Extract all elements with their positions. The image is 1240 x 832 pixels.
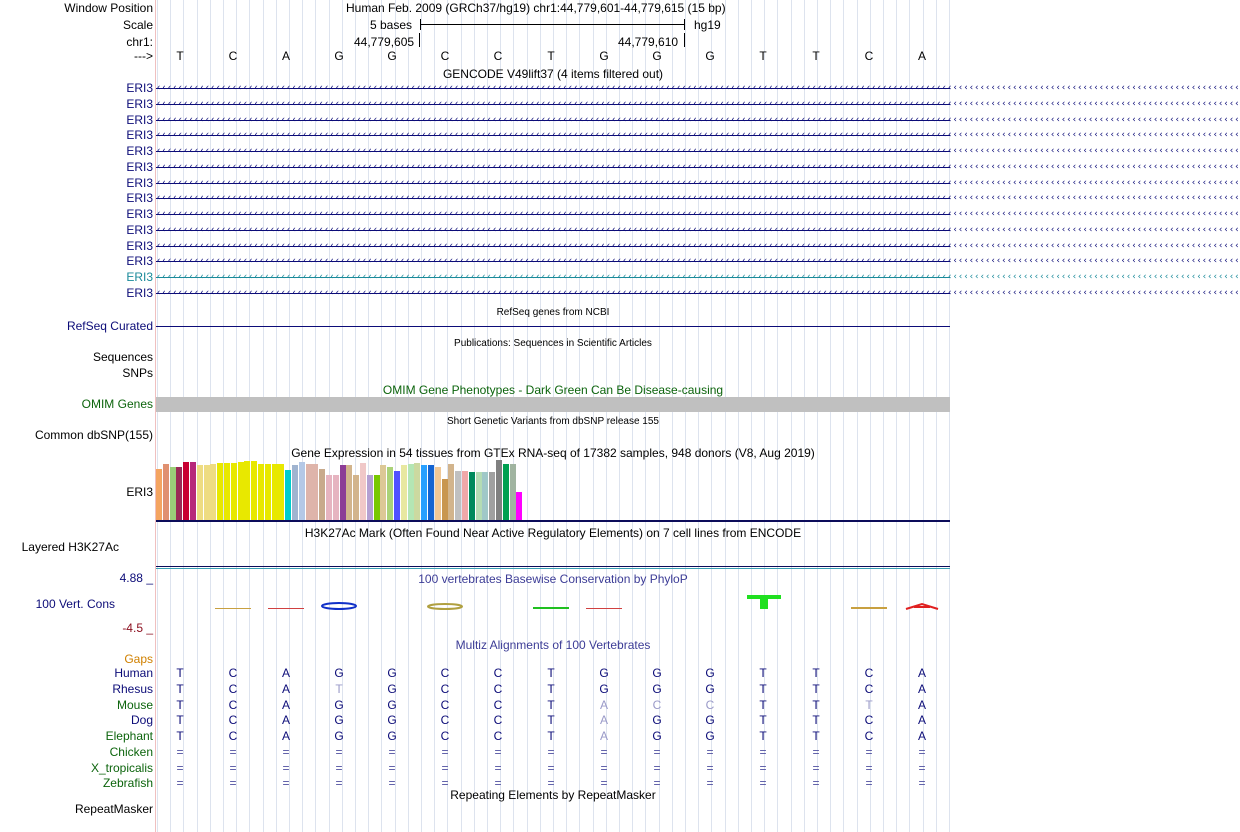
alignment-base: = (176, 744, 184, 759)
alignment-base: = (229, 760, 237, 775)
ruler-tick-right (684, 33, 685, 47)
reference-base: C (228, 49, 238, 63)
gtex-tissue-bar[interactable] (190, 462, 196, 520)
alignment-base: T (759, 666, 767, 680)
strand-arrow-label: ---> (134, 49, 153, 63)
gtex-track-title: Gene Expression in 54 tissues from GTEx RNA-seq of 17382 samples, 948 donors (V8, Aug 2019) (291, 446, 815, 460)
phylop-base-glyph (906, 604, 938, 609)
alignment-base: C (228, 729, 238, 743)
reference-base: G (652, 49, 662, 63)
alignment-base: = (494, 760, 502, 775)
alignment-base: C (440, 666, 450, 680)
gtex-tissue-bar[interactable] (244, 461, 250, 520)
alignment-base: T (759, 681, 767, 696)
phylop-track-label[interactable]: 100 Vert. Cons (35, 597, 115, 611)
alignment-base: A (917, 729, 926, 743)
alignment-base: = (441, 744, 449, 759)
alignment-base: A (917, 681, 926, 696)
alignment-base: C (493, 681, 503, 696)
alignment-base: T (176, 681, 184, 696)
alignment-base: G (334, 697, 344, 712)
alignment-base: = (653, 776, 661, 791)
alignment-base: G (387, 666, 397, 680)
gtex-tissue-bar[interactable] (319, 469, 325, 520)
alignment-base: A (281, 713, 290, 728)
alignment-base: T (547, 697, 555, 712)
gtex-tissue-bar[interactable] (312, 464, 318, 520)
gencode-gene-feature[interactable]: ‹‹‹‹‹‹‹‹‹‹‹‹‹‹‹‹‹‹‹‹‹‹‹‹‹‹‹‹‹‹‹‹‹‹‹‹‹‹‹‹‹‹‹‹‹‹‹‹‹‹‹‹‹‹‹‹‹‹‹‹‹‹‹‹‹‹‹‹‹‹‹‹‹‹‹‹‹‹‹‹‹‹‹‹‹‹‹‹‹‹‹‹‹‹‹‹‹‹‹‹‹‹‹‹‹‹‹‹‹‹‹‹‹‹‹‹‹‹‹‹‹‹‹‹‹‹‹‹‹‹‹‹‹‹‹‹‹‹‹‹‹‹‹‹‹‹‹‹‹‹‹‹‹‹‹‹‹‹‹‹‹‹‹‹‹‹‹‹‹‹‹‹‹‹‹‹‹‹‹‹‹‹‹‹‹‹‹‹‹‹‹‹‹‹‹‹‹‹‹‹ (156, 114, 1240, 125)
alignment-base: G (599, 666, 609, 680)
alignment-base: = (441, 760, 449, 775)
gencode-gene-label[interactable]: ERI3 (126, 285, 153, 300)
alignment-base: C (493, 713, 503, 728)
species-label[interactable]: X_tropicalis (90, 760, 153, 775)
alignment-base: G (652, 681, 662, 696)
gtex-tissue-bar[interactable] (360, 463, 366, 520)
gencode-gene-label[interactable]: ERI3 (126, 175, 153, 190)
alignment-base: T (547, 666, 555, 680)
alignment-base: T (865, 697, 873, 712)
refseq-track-label[interactable]: RefSeq Curated (66, 319, 153, 333)
gtex-tissue-bar[interactable] (462, 471, 468, 520)
gencode-gene-label[interactable]: ERI3 (126, 191, 153, 206)
alignment-base: = (494, 744, 502, 759)
gencode-gene-feature[interactable]: ‹‹‹‹‹‹‹‹‹‹‹‹‹‹‹‹‹‹‹‹‹‹‹‹‹‹‹‹‹‹‹‹‹‹‹‹‹‹‹‹‹‹‹‹‹‹‹‹‹‹‹‹‹‹‹‹‹‹‹‹‹‹‹‹‹‹‹‹‹‹‹‹‹‹‹‹‹‹‹‹‹‹‹‹‹‹‹‹‹‹‹‹‹‹‹‹‹‹‹‹‹‹‹‹‹‹‹‹‹‹‹‹‹‹‹‹‹‹‹‹‹‹‹‹‹‹‹‹‹‹‹‹‹‹‹‹‹‹‹‹‹‹‹‹‹‹‹‹‹‹‹‹‹‹‹‹‹‹‹‹‹‹‹‹‹‹‹‹‹‹‹‹‹‹‹‹‹‹‹‹‹‹‹‹‹‹‹‹‹‹‹‹‹‹‹‹‹‹‹‹ (156, 193, 1240, 204)
alignment-base: = (282, 744, 290, 759)
alignment-base: = (335, 760, 343, 775)
species-label[interactable]: Zebrafish (102, 776, 153, 791)
alignment-base: T (547, 681, 555, 696)
alignment-base: = (547, 776, 555, 791)
species-label[interactable]: Rhesus (112, 681, 153, 696)
gtex-tissue-bar[interactable] (176, 467, 182, 520)
track-labels-sidebar (0, 0, 156, 832)
reference-base: G (599, 49, 609, 63)
h3k27ac-track-title: H3K27Ac Mark (Often Found Near Active Regulatory Elements) on 7 cell lines from ENCODE (304, 526, 802, 540)
alignment-base: = (865, 744, 873, 759)
alignment-base: T (759, 713, 767, 728)
refseq-track-title: RefSeq genes from NCBI (496, 307, 610, 318)
scale-label: Scale (122, 18, 153, 32)
gtex-tissue-bar[interactable] (455, 471, 461, 520)
alignment-base: G (387, 729, 397, 743)
alignment-base: = (918, 776, 926, 791)
scale-bar-text: 5 bases (370, 18, 413, 32)
reference-base: T (176, 49, 184, 63)
gencode-gene-label[interactable]: ERI3 (126, 128, 153, 143)
ruler-position-left: 44,779,605 (354, 35, 415, 49)
alignment-base: G (387, 713, 397, 728)
phylop-track-title: 100 vertebrates Basewise Conservation by PhyloP (418, 572, 688, 586)
gtex-tissue-bar[interactable] (516, 492, 522, 520)
alignment-base: = (653, 744, 661, 759)
phylop-base-glyph (215, 608, 251, 609)
gencode-track-title: GENCODE V49lift37 (4 items filtered out) (442, 67, 664, 81)
alignment-base: G (599, 681, 609, 696)
alignment-base: = (600, 744, 608, 759)
gtex-tissue-bar[interactable] (326, 475, 332, 520)
phylop-base-glyph (428, 604, 462, 609)
gencode-gene-label[interactable]: ERI3 (126, 96, 153, 111)
gtex-track-baseline (156, 520, 950, 522)
reference-base: G (387, 49, 397, 63)
alignment-base: = (494, 776, 502, 791)
species-label[interactable]: Elephant (105, 729, 153, 743)
window-position-label: Window Position (64, 1, 153, 15)
alignment-base: = (918, 744, 926, 759)
gtex-tissue-bar[interactable] (299, 462, 305, 520)
alignment-base: C (864, 713, 874, 728)
alignment-base: T (335, 681, 343, 696)
alignment-base: A (281, 681, 290, 696)
alignment-base: = (176, 760, 184, 775)
gtex-tissue-bar[interactable] (428, 465, 434, 520)
alignment-base: A (281, 729, 290, 743)
alignment-base: C (440, 729, 450, 743)
phylop-max-label: 4.88 _ (119, 571, 153, 585)
gtex-tissue-bar[interactable] (448, 464, 454, 520)
gtex-tissue-bar[interactable] (285, 470, 291, 520)
gtex-track-label[interactable]: ERI3 (126, 485, 153, 499)
alignment-base: = (547, 744, 555, 759)
gtex-tissue-bar[interactable] (224, 463, 230, 520)
alignment-base: C (864, 666, 874, 680)
alignment-base: T (176, 697, 184, 712)
alignment-base: C (864, 681, 874, 696)
alignment-base: G (705, 681, 715, 696)
species-label[interactable]: Human (114, 666, 153, 680)
gtex-tissue-bar[interactable] (380, 465, 386, 520)
gencode-gene-feature[interactable]: ‹‹‹‹‹‹‹‹‹‹‹‹‹‹‹‹‹‹‹‹‹‹‹‹‹‹‹‹‹‹‹‹‹‹‹‹‹‹‹‹‹‹‹‹‹‹‹‹‹‹‹‹‹‹‹‹‹‹‹‹‹‹‹‹‹‹‹‹‹‹‹‹‹‹‹‹‹‹‹‹‹‹‹‹‹‹‹‹‹‹‹‹‹‹‹‹‹‹‹‹‹‹‹‹‹‹‹‹‹‹‹‹‹‹‹‹‹‹‹‹‹‹‹‹‹‹‹‹‹‹‹‹‹‹‹‹‹‹‹‹‹‹‹‹‹‹‹‹‹‹‹‹‹‹‹‹‹‹‹‹‹‹‹‹‹‹‹‹‹‹‹‹‹‹‹‹‹‹‹‹‹‹‹‹‹‹‹‹‹‹‹‹‹‹‹‹‹‹‹‹ (156, 83, 1240, 93)
dbsnp-track-title: Short Genetic Variants from dbSNP release 155 (447, 416, 659, 427)
phylop-min-label: -4.5 _ (122, 621, 153, 635)
species-label[interactable]: Dog (130, 713, 153, 728)
reference-base: T (547, 49, 555, 63)
alignment-base: G (652, 713, 662, 728)
gencode-gene-label[interactable]: ERI3 (126, 159, 153, 174)
alignment-base: = (918, 760, 926, 775)
repeatmasker-track-title: Repeating Elements by RepeatMasker (450, 788, 656, 802)
scale-bar (420, 17, 685, 31)
alignment-base: A (917, 666, 926, 680)
gencode-gene-label[interactable]: ERI3 (126, 144, 153, 158)
chrom-label: chr1: (126, 35, 153, 49)
alignment-base: G (387, 697, 397, 712)
alignment-base: A (599, 713, 608, 728)
publications-track-title: Publications: Sequences in Scientific Articles (454, 338, 652, 349)
alignment-base: = (335, 744, 343, 759)
phylop-base-glyph (533, 607, 569, 609)
reference-base: C (440, 49, 450, 63)
alignment-base: G (652, 666, 662, 680)
phylop-conservation-plot[interactable] (156, 590, 950, 620)
alignment-base: = (176, 776, 184, 791)
gtex-tissue-bar[interactable] (183, 462, 189, 520)
gtex-tissue-bar[interactable] (387, 467, 393, 520)
alignment-base: G (334, 713, 344, 728)
alignment-base: G (387, 681, 397, 696)
gtex-tissue-bar[interactable] (333, 475, 339, 520)
gencode-gene-feature[interactable]: ‹‹‹‹‹‹‹‹‹‹‹‹‹‹‹‹‹‹‹‹‹‹‹‹‹‹‹‹‹‹‹‹‹‹‹‹‹‹‹‹‹‹‹‹‹‹‹‹‹‹‹‹‹‹‹‹‹‹‹‹‹‹‹‹‹‹‹‹‹‹‹‹‹‹‹‹‹‹‹‹‹‹‹‹‹‹‹‹‹‹‹‹‹‹‹‹‹‹‹‹‹‹‹‹‹‹‹‹‹‹‹‹‹‹‹‹‹‹‹‹‹‹‹‹‹‹‹‹‹‹‹‹‹‹‹‹‹‹‹‹‹‹‹‹‹‹‹‹‹‹‹‹‹‹‹‹‹‹‹‹‹‹‹‹‹‹‹‹‹‹‹‹‹‹‹‹‹‹‹‹‹‹‹‹‹‹‹‹‹‹‹‹‹‹‹‹‹‹‹‹ (156, 256, 1240, 267)
gtex-tissue-bar[interactable] (163, 464, 169, 520)
gtex-tissue-bar[interactable] (346, 465, 352, 520)
gtex-tissue-bar[interactable] (251, 461, 257, 520)
h3k27ac-track-label[interactable]: Layered H3K27Ac (21, 540, 119, 554)
alignment-base: G (652, 729, 662, 743)
alignment-base: C (652, 697, 662, 712)
gtex-tissue-bar[interactable] (414, 463, 420, 520)
gencode-gene-label[interactable]: ERI3 (126, 112, 153, 127)
alignment-base: T (812, 713, 820, 728)
alignment-base: T (812, 697, 820, 712)
alignment-base: T (547, 729, 555, 743)
gaps-label: Gaps (124, 652, 153, 666)
alignment-base: C (228, 713, 238, 728)
ruler-position-right: 44,779,610 (618, 35, 679, 49)
phylop-base-glyph (760, 595, 768, 609)
alignment-base: G (705, 666, 715, 680)
gencode-gene-label[interactable]: ERI3 (126, 254, 153, 269)
alignment-base: T (812, 681, 820, 696)
alignment-base: A (599, 729, 608, 743)
gtex-tissue-bar[interactable] (503, 464, 509, 520)
alignment-base: C (493, 666, 503, 680)
gencode-gene-label[interactable]: ERI3 (126, 207, 153, 221)
alignment-base: = (653, 760, 661, 775)
alignment-base: = (282, 760, 290, 775)
phylop-base-glyph (322, 603, 356, 609)
gencode-gene-label[interactable]: ERI3 (126, 81, 153, 95)
alignment-base: = (759, 760, 767, 775)
gtex-tissue-bar[interactable] (496, 460, 502, 520)
omim-track-label[interactable]: OMIM Genes (81, 397, 153, 411)
gtex-tissue-bar[interactable] (156, 469, 162, 520)
alignment-base: C (228, 666, 238, 680)
alignment-base: = (759, 776, 767, 791)
gencode-gene-label[interactable]: ERI3 (126, 270, 153, 284)
reference-base: C (864, 49, 874, 63)
alignment-base: = (812, 776, 820, 791)
gencode-gene-feature[interactable]: ‹‹‹‹‹‹‹‹‹‹‹‹‹‹‹‹‹‹‹‹‹‹‹‹‹‹‹‹‹‹‹‹‹‹‹‹‹‹‹‹‹‹‹‹‹‹‹‹‹‹‹‹‹‹‹‹‹‹‹‹‹‹‹‹‹‹‹‹‹‹‹‹‹‹‹‹‹‹‹‹‹‹‹‹‹‹‹‹‹‹‹‹‹‹‹‹‹‹‹‹‹‹‹‹‹‹‹‹‹‹‹‹‹‹‹‹‹‹‹‹‹‹‹‹‹‹‹‹‹‹‹‹‹‹‹‹‹‹‹‹‹‹‹‹‹‹‹‹‹‹‹‹‹‹‹‹‹‹‹‹‹‹‹‹‹‹‹‹‹‹‹‹‹‹‹‹‹‹‹‹‹‹‹‹‹‹‹‹‹‹‹‹‹‹‹‹‹‹‹‹ (156, 287, 1240, 298)
alignment-base: T (759, 729, 767, 743)
gencode-gene-feature[interactable]: ‹‹‹‹‹‹‹‹‹‹‹‹‹‹‹‹‹‹‹‹‹‹‹‹‹‹‹‹‹‹‹‹‹‹‹‹‹‹‹‹‹‹‹‹‹‹‹‹‹‹‹‹‹‹‹‹‹‹‹‹‹‹‹‹‹‹‹‹‹‹‹‹‹‹‹‹‹‹‹‹‹‹‹‹‹‹‹‹‹‹‹‹‹‹‹‹‹‹‹‹‹‹‹‹‹‹‹‹‹‹‹‹‹‹‹‹‹‹‹‹‹‹‹‹‹‹‹‹‹‹‹‹‹‹‹‹‹‹‹‹‹‹‹‹‹‹‹‹‹‹‹‹‹‹‹‹‹‹‹‹‹‹‹‹‹‹‹‹‹‹‹‹‹‹‹‹‹‹‹‹‹‹‹‹‹‹‹‹‹‹‹‹‹‹‹‹‹‹‹‹ (156, 272, 1240, 282)
alignment-base: C (228, 697, 238, 712)
gtex-tissue-bar[interactable] (292, 465, 298, 520)
alignment-base: = (706, 760, 714, 775)
omim-track-title: OMIM Gene Phenotypes - Dark Green Can Be Disease-causing (382, 383, 724, 397)
alignment-base: C (440, 681, 450, 696)
alignment-base: = (600, 776, 608, 791)
gencode-gene-feature[interactable]: ‹‹‹‹‹‹‹‹‹‹‹‹‹‹‹‹‹‹‹‹‹‹‹‹‹‹‹‹‹‹‹‹‹‹‹‹‹‹‹‹‹‹‹‹‹‹‹‹‹‹‹‹‹‹‹‹‹‹‹‹‹‹‹‹‹‹‹‹‹‹‹‹‹‹‹‹‹‹‹‹‹‹‹‹‹‹‹‹‹‹‹‹‹‹‹‹‹‹‹‹‹‹‹‹‹‹‹‹‹‹‹‹‹‹‹‹‹‹‹‹‹‹‹‹‹‹‹‹‹‹‹‹‹‹‹‹‹‹‹‹‹‹‹‹‹‹‹‹‹‹‹‹‹‹‹‹‹‹‹‹‹‹‹‹‹‹‹‹‹‹‹‹‹‹‹‹‹‹‹‹‹‹‹‹‹‹‹‹‹‹‹‹‹‹‹‹‹‹‹‹ (156, 98, 1240, 109)
gtex-tissue-bar[interactable] (469, 472, 475, 520)
alignment-base: = (388, 744, 396, 759)
gtex-tissue-bar[interactable] (197, 465, 203, 520)
alignment-base: C (440, 713, 450, 728)
alignment-base: = (812, 760, 820, 775)
gencode-gene-feature[interactable]: ‹‹‹‹‹‹‹‹‹‹‹‹‹‹‹‹‹‹‹‹‹‹‹‹‹‹‹‹‹‹‹‹‹‹‹‹‹‹‹‹‹‹‹‹‹‹‹‹‹‹‹‹‹‹‹‹‹‹‹‹‹‹‹‹‹‹‹‹‹‹‹‹‹‹‹‹‹‹‹‹‹‹‹‹‹‹‹‹‹‹‹‹‹‹‹‹‹‹‹‹‹‹‹‹‹‹‹‹‹‹‹‹‹‹‹‹‹‹‹‹‹‹‹‹‹‹‹‹‹‹‹‹‹‹‹‹‹‹‹‹‹‹‹‹‹‹‹‹‹‹‹‹‹‹‹‹‹‹‹‹‹‹‹‹‹‹‹‹‹‹‹‹‹‹‹‹‹‹‹‹‹‹‹‹‹‹‹‹‹‹‹‹‹‹‹‹‹‹‹‹ (156, 209, 1240, 219)
alignment-base: = (388, 760, 396, 775)
alignment-base: G (334, 666, 344, 680)
alignment-base: G (705, 713, 715, 728)
alignment-base: C (440, 697, 450, 712)
alignment-base: = (335, 776, 343, 791)
gencode-gene-feature[interactable]: ‹‹‹‹‹‹‹‹‹‹‹‹‹‹‹‹‹‹‹‹‹‹‹‹‹‹‹‹‹‹‹‹‹‹‹‹‹‹‹‹‹‹‹‹‹‹‹‹‹‹‹‹‹‹‹‹‹‹‹‹‹‹‹‹‹‹‹‹‹‹‹‹‹‹‹‹‹‹‹‹‹‹‹‹‹‹‹‹‹‹‹‹‹‹‹‹‹‹‹‹‹‹‹‹‹‹‹‹‹‹‹‹‹‹‹‹‹‹‹‹‹‹‹‹‹‹‹‹‹‹‹‹‹‹‹‹‹‹‹‹‹‹‹‹‹‹‹‹‹‹‹‹‹‹‹‹‹‹‹‹‹‹‹‹‹‹‹‹‹‹‹‹‹‹‹‹‹‹‹‹‹‹‹‹‹‹‹‹‹‹‹‹‹‹‹‹‹‹‹‹ (156, 130, 1240, 141)
alignment-base: T (176, 729, 184, 743)
alignment-base: = (706, 744, 714, 759)
phylop-base-glyph (851, 607, 887, 609)
alignment-base: A (281, 666, 290, 680)
gencode-gene-feature[interactable]: ‹‹‹‹‹‹‹‹‹‹‹‹‹‹‹‹‹‹‹‹‹‹‹‹‹‹‹‹‹‹‹‹‹‹‹‹‹‹‹‹‹‹‹‹‹‹‹‹‹‹‹‹‹‹‹‹‹‹‹‹‹‹‹‹‹‹‹‹‹‹‹‹‹‹‹‹‹‹‹‹‹‹‹‹‹‹‹‹‹‹‹‹‹‹‹‹‹‹‹‹‹‹‹‹‹‹‹‹‹‹‹‹‹‹‹‹‹‹‹‹‹‹‹‹‹‹‹‹‹‹‹‹‹‹‹‹‹‹‹‹‹‹‹‹‹‹‹‹‹‹‹‹‹‹‹‹‹‹‹‹‹‹‹‹‹‹‹‹‹‹‹‹‹‹‹‹‹‹‹‹‹‹‹‹‹‹‹‹‹‹‹‹‹‹‹‹‹‹‹‹ (156, 240, 1240, 251)
reference-base: A (917, 49, 926, 63)
species-label[interactable]: Mouse (116, 697, 153, 712)
gtex-tissue-bar[interactable] (394, 471, 400, 520)
species-label[interactable]: Chicken (109, 744, 153, 759)
alignment-base: T (176, 666, 184, 680)
gtex-tissue-bar[interactable] (265, 464, 271, 520)
reference-base: C (493, 49, 503, 63)
gencode-gene-label[interactable]: ERI3 (126, 238, 153, 253)
alignment-base: C (228, 681, 238, 696)
gtex-tissue-bar[interactable] (217, 463, 223, 520)
alignment-base: A (599, 697, 608, 712)
alignment-base: = (547, 760, 555, 775)
gtex-tissue-bar[interactable] (210, 464, 216, 520)
gencode-gene-feature[interactable]: ‹‹‹‹‹‹‹‹‹‹‹‹‹‹‹‹‹‹‹‹‹‹‹‹‹‹‹‹‹‹‹‹‹‹‹‹‹‹‹‹‹‹‹‹‹‹‹‹‹‹‹‹‹‹‹‹‹‹‹‹‹‹‹‹‹‹‹‹‹‹‹‹‹‹‹‹‹‹‹‹‹‹‹‹‹‹‹‹‹‹‹‹‹‹‹‹‹‹‹‹‹‹‹‹‹‹‹‹‹‹‹‹‹‹‹‹‹‹‹‹‹‹‹‹‹‹‹‹‹‹‹‹‹‹‹‹‹‹‹‹‹‹‹‹‹‹‹‹‹‹‹‹‹‹‹‹‹‹‹‹‹‹‹‹‹‹‹‹‹‹‹‹‹‹‹‹‹‹‹‹‹‹‹‹‹‹‹‹‹‹‹‹‹‹‹‹‹‹‹‹ (156, 177, 1240, 188)
alignment-base: = (388, 776, 396, 791)
alignment-base: T (812, 729, 820, 743)
alignment-base: C (493, 729, 503, 743)
reference-base: G (334, 49, 344, 63)
multiz-track-title: Multiz Alignments of 100 Vertebrates (455, 638, 651, 652)
alignment-base: = (229, 744, 237, 759)
alignment-base: = (706, 776, 714, 791)
gtex-tissue-bar[interactable] (258, 464, 264, 520)
alignment-base: = (812, 744, 820, 759)
alignment-base: A (281, 697, 290, 712)
alignment-base: = (759, 744, 767, 759)
sequences-track-label[interactable]: Sequences (92, 350, 153, 364)
phylop-base-glyph (586, 608, 622, 609)
gencode-gene-feature[interactable]: ‹‹‹‹‹‹‹‹‹‹‹‹‹‹‹‹‹‹‹‹‹‹‹‹‹‹‹‹‹‹‹‹‹‹‹‹‹‹‹‹‹‹‹‹‹‹‹‹‹‹‹‹‹‹‹‹‹‹‹‹‹‹‹‹‹‹‹‹‹‹‹‹‹‹‹‹‹‹‹‹‹‹‹‹‹‹‹‹‹‹‹‹‹‹‹‹‹‹‹‹‹‹‹‹‹‹‹‹‹‹‹‹‹‹‹‹‹‹‹‹‹‹‹‹‹‹‹‹‹‹‹‹‹‹‹‹‹‹‹‹‹‹‹‹‹‹‹‹‹‹‹‹‹‹‹‹‹‹‹‹‹‹‹‹‹‹‹‹‹‹‹‹‹‹‹‹‹‹‹‹‹‹‹‹‹‹‹‹‹‹‹‹‹‹‹‹‹‹‹‹ (156, 224, 1240, 235)
ruler-tick-left (419, 33, 420, 47)
gtex-tissue-bar[interactable] (367, 475, 373, 520)
alignment-base: = (865, 760, 873, 775)
omim-feature-bar[interactable] (156, 397, 950, 412)
alignment-base: = (441, 776, 449, 791)
alignment-base: C (864, 729, 874, 743)
phylop-base-glyph (268, 608, 304, 609)
alignment-base: T (759, 697, 767, 712)
gtex-tissue-bar[interactable] (435, 467, 441, 520)
gencode-gene-label[interactable]: ERI3 (126, 222, 153, 237)
refseq-gene-line[interactable] (156, 326, 950, 327)
reference-base: G (705, 49, 715, 63)
alignment-base: A (917, 713, 926, 728)
alignment-base: A (917, 697, 926, 712)
assembly-position-info: Human Feb. 2009 (GRCh37/hg19) chr1:44,779,601-44,779,615 (15 bp) (346, 1, 726, 15)
alignment-base: T (812, 666, 820, 680)
reference-base: A (281, 49, 290, 63)
gtex-tissue-bar[interactable] (231, 463, 237, 520)
alignment-base: = (600, 760, 608, 775)
gtex-tissue-bar[interactable] (421, 465, 427, 520)
alignment-base: T (547, 713, 555, 728)
alignment-base: C (493, 697, 503, 712)
gencode-gene-feature[interactable]: ‹‹‹‹‹‹‹‹‹‹‹‹‹‹‹‹‹‹‹‹‹‹‹‹‹‹‹‹‹‹‹‹‹‹‹‹‹‹‹‹‹‹‹‹‹‹‹‹‹‹‹‹‹‹‹‹‹‹‹‹‹‹‹‹‹‹‹‹‹‹‹‹‹‹‹‹‹‹‹‹‹‹‹‹‹‹‹‹‹‹‹‹‹‹‹‹‹‹‹‹‹‹‹‹‹‹‹‹‹‹‹‹‹‹‹‹‹‹‹‹‹‹‹‹‹‹‹‹‹‹‹‹‹‹‹‹‹‹‹‹‹‹‹‹‹‹‹‹‹‹‹‹‹‹‹‹‹‹‹‹‹‹‹‹‹‹‹‹‹‹‹‹‹‹‹‹‹‹‹‹‹‹‹‹‹‹‹‹‹‹‹‹‹‹‹‹‹‹‹‹ (156, 161, 1240, 172)
repeatmasker-track-label[interactable]: RepeatMasker (74, 802, 153, 816)
snps-track-label[interactable]: SNPs (122, 366, 153, 380)
h3k27ac-signal-line (156, 568, 950, 569)
alignment-base: = (282, 776, 290, 791)
scale-bar-assembly: hg19 (694, 18, 721, 32)
alignment-base: C (705, 697, 715, 712)
reference-base: T (759, 49, 767, 63)
h3k27ac-baseline (156, 566, 950, 567)
alignment-base: G (705, 729, 715, 743)
gtex-tissue-bar[interactable] (278, 464, 284, 520)
gencode-gene-feature[interactable]: ‹‹‹‹‹‹‹‹‹‹‹‹‹‹‹‹‹‹‹‹‹‹‹‹‹‹‹‹‹‹‹‹‹‹‹‹‹‹‹‹‹‹‹‹‹‹‹‹‹‹‹‹‹‹‹‹‹‹‹‹‹‹‹‹‹‹‹‹‹‹‹‹‹‹‹‹‹‹‹‹‹‹‹‹‹‹‹‹‹‹‹‹‹‹‹‹‹‹‹‹‹‹‹‹‹‹‹‹‹‹‹‹‹‹‹‹‹‹‹‹‹‹‹‹‹‹‹‹‹‹‹‹‹‹‹‹‹‹‹‹‹‹‹‹‹‹‹‹‹‹‹‹‹‹‹‹‹‹‹‹‹‹‹‹‹‹‹‹‹‹‹‹‹‹‹‹‹‹‹‹‹‹‹‹‹‹‹‹‹‹‹‹‹‹‹‹‹‹‹‹ (156, 146, 1240, 156)
alignment-base: = (865, 776, 873, 791)
gtex-tissue-bar[interactable] (482, 472, 488, 520)
alignment-base: G (334, 729, 344, 743)
alignment-base: T (176, 713, 184, 728)
dbsnp-track-label[interactable]: Common dbSNP(155) (34, 428, 153, 442)
gtex-tissue-bar[interactable] (401, 465, 407, 520)
reference-base: T (812, 49, 820, 63)
alignment-base: = (229, 776, 237, 791)
gtex-tissue-bar[interactable] (353, 475, 359, 520)
gtex-tissue-bar[interactable] (489, 472, 495, 520)
